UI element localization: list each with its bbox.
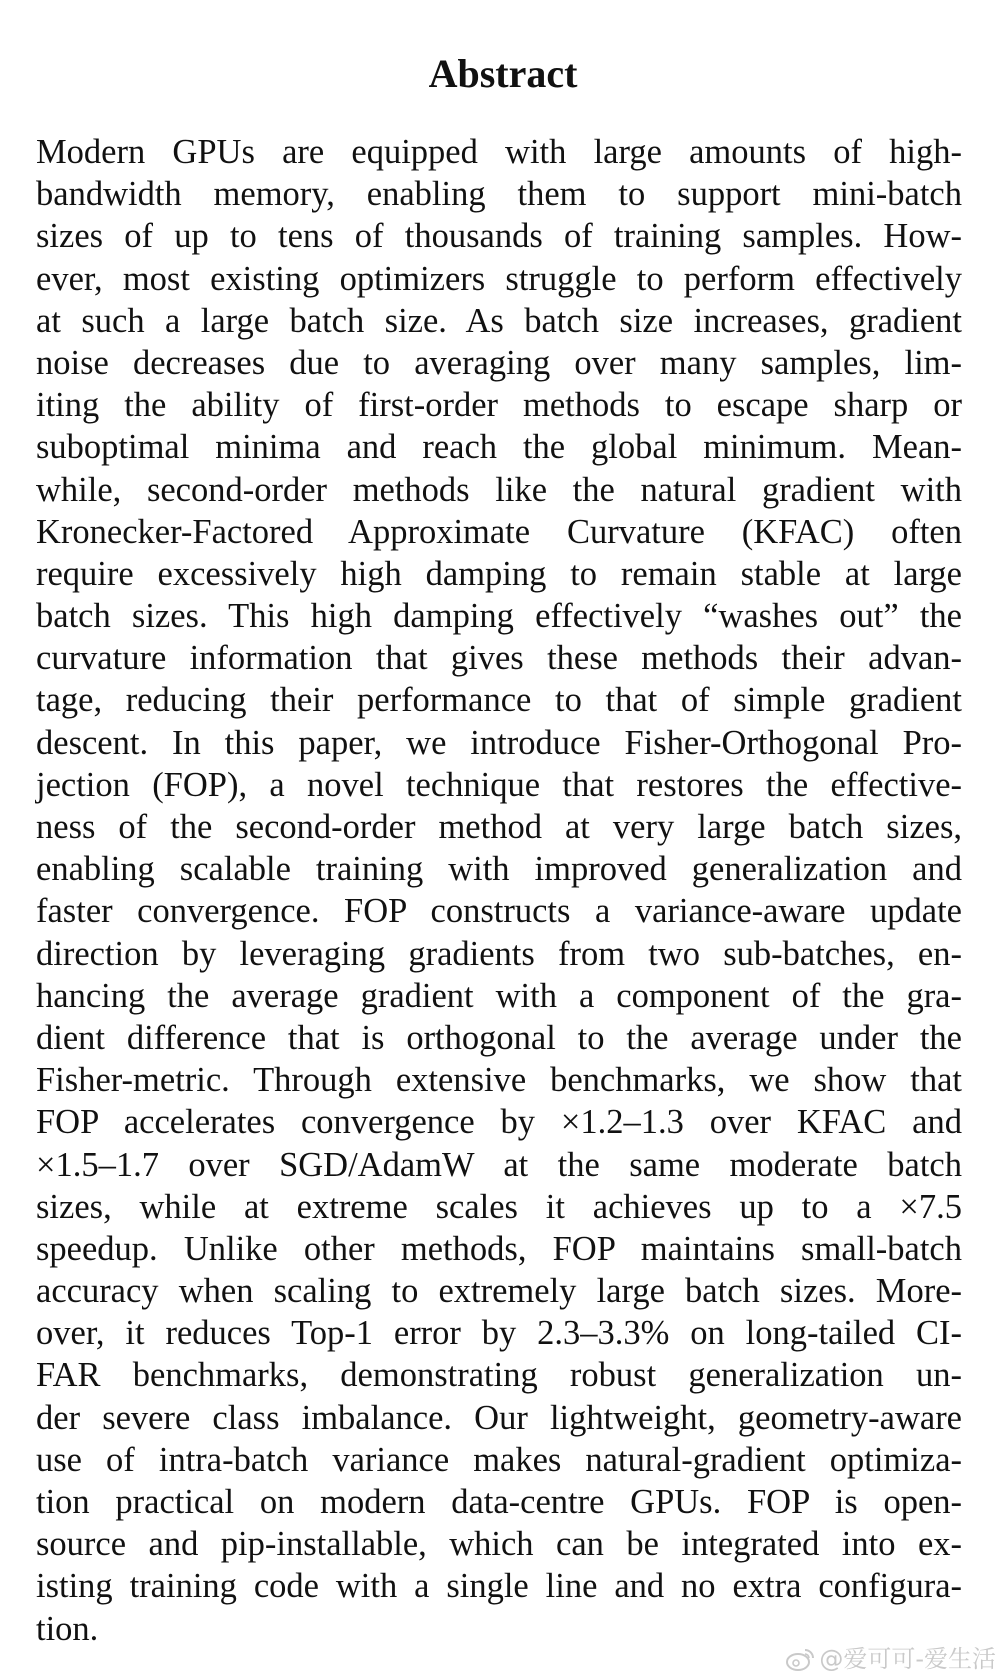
abstract-heading: Abstract [428, 51, 578, 96]
abstract-line: noise decreases due to averaging over many samples, lim- [36, 343, 962, 382]
abstract-line: suboptimal minima and reach the global minimum. Mean- [36, 428, 962, 467]
abstract-line: ever, most existing optimizers struggle to perform effectively [36, 259, 962, 298]
abstract-line: curvature information that gives these methods their advan- [36, 639, 962, 678]
abstract-line: use of intra-batch variance makes natural-gradient optimiza- [36, 1440, 962, 1479]
abstract-line: FAR benchmarks, demonstrating robust generalization un- [36, 1356, 962, 1395]
abstract-line: jection (FOP), a novel technique that restores the effective- [36, 765, 962, 804]
abstract-line: tion. [36, 1609, 99, 1648]
abstract-line: tage, reducing their performance to that of simple gradient [36, 681, 962, 720]
abstract-line: direction by leveraging gradients from two sub-batches, en- [36, 934, 962, 973]
abstract-line: Kronecker-Factored Approximate Curvature (KFAC) often [36, 512, 962, 551]
abstract-line: require excessively high damping to remain stable at large [36, 554, 962, 593]
abstract-line: Modern GPUs are equipped with large amounts of high- [36, 133, 962, 171]
abstract-line: isting training code with a single line and no extra configura- [36, 1567, 962, 1606]
abstract-line: speedup. Unlike other methods, FOP maintains small-batch [36, 1229, 962, 1268]
watermark-text: @爱可可-爱生活 [819, 1645, 996, 1673]
abstract-line: source and pip-installable, which can be integrated into ex- [36, 1525, 962, 1564]
abstract-line: der severe class imbalance. Our lightweight, geometry-aware [36, 1398, 962, 1437]
abstract-line: FOP accelerates convergence by ×1.2–1.3 over KFAC and [36, 1103, 962, 1142]
abstract-line: iting the ability of first-order methods to escape sharp or [36, 386, 962, 425]
abstract-line: accuracy when scaling to extremely large batch sizes. More- [36, 1272, 962, 1311]
weibo-icon [785, 1646, 815, 1672]
abstract-line: hancing the average gradient with a component of the gra- [36, 976, 962, 1015]
abstract-line: enabling scalable training with improved generalization and [36, 850, 962, 889]
abstract-text [36, 131, 962, 1650]
abstract-line: bandwidth memory, enabling them to support mini-batch [36, 175, 962, 214]
abstract-line: faster convergence. FOP constructs a variance-aware update [36, 892, 962, 931]
abstract-line: over, it reduces Top-1 error by 2.3–3.3% on long-tailed CI- [36, 1314, 962, 1353]
abstract-line: descent. In this paper, we introduce Fisher-Orthogonal Pro- [36, 723, 962, 762]
abstract-line: at such a large batch size. As batch size increases, gradient [36, 301, 962, 340]
abstract-line: while, second-order methods like the natural gradient with [36, 470, 962, 509]
abstract-line: Fisher-metric. Through extensive benchmarks, we show that [36, 1061, 962, 1100]
abstract-line: batch sizes. This high damping effectively “washes out” the [36, 597, 962, 636]
abstract-line: sizes, while at extreme scales it achieves up to a ×7.5 [36, 1187, 962, 1226]
abstract-line: sizes of up to tens of thousands of training samples. How- [36, 217, 962, 256]
abstract-line: tion practical on modern data-centre GPUs. FOP is open- [36, 1483, 962, 1521]
abstract-line: ×1.5–1.7 over SGD/AdamW at the same moderate batch [36, 1145, 962, 1184]
watermark [785, 1644, 996, 1674]
abstract-line: dient difference that is orthogonal to the average under the [36, 1018, 962, 1057]
abstract-line: ness of the second-order method at very large batch sizes, [36, 808, 962, 846]
